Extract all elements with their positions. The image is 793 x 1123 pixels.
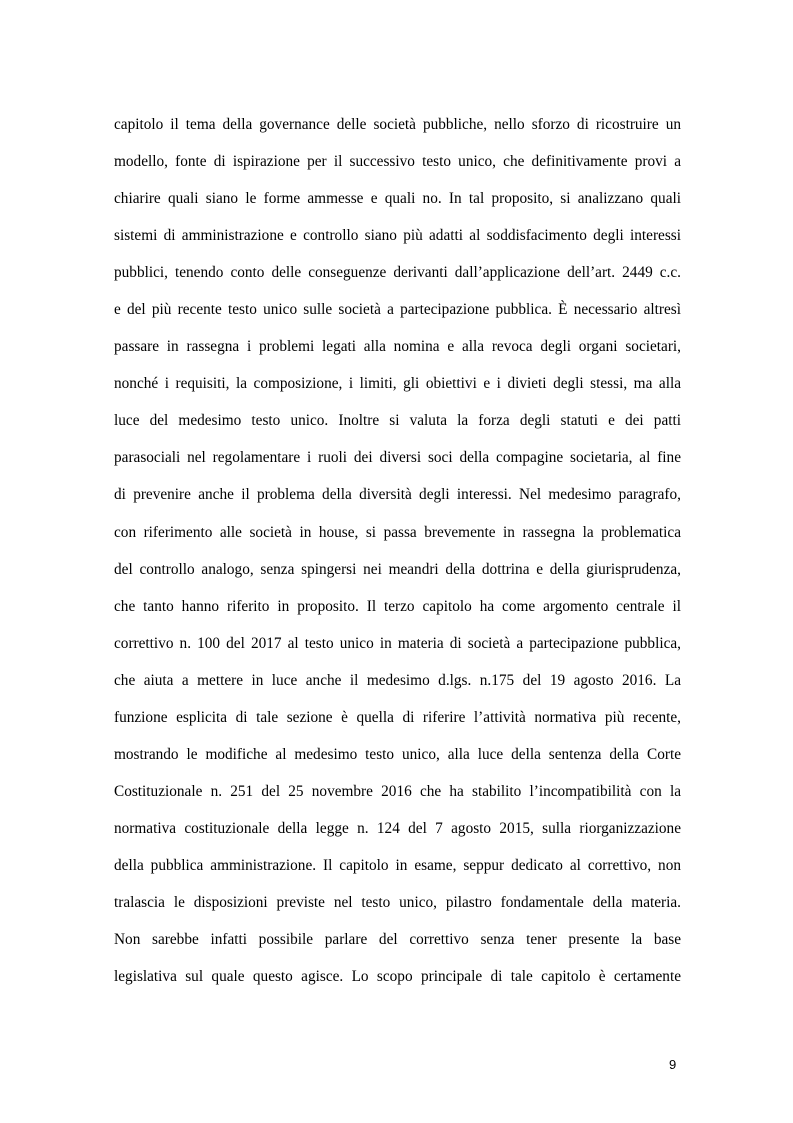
text-line: correttivo n. 100 del 2017 al testo unico in materia di società a partecipazione pubblica,	[114, 634, 681, 652]
text-line: del controllo analogo, senza spingersi nei meandri della dottrina e della giurisprudenza,	[114, 560, 681, 578]
text-line: Costituzionale n. 251 del 25 novembre 2016 che ha stabilito l’incompatibilità con la	[114, 782, 681, 800]
text-line: nonché i requisiti, la composizione, i limiti, gli obiettivi e i divieti degli stessi, ma alla	[114, 375, 681, 393]
text-line: passare in rassegna i problemi legati alla nomina e alla revoca degli organi societari,	[114, 338, 681, 356]
text-line: Non sarebbe infatti possibile parlare del correttivo senza tener presente la base	[114, 931, 681, 949]
text-line: funzione esplicita di tale sezione è quella di riferire l’attività normativa più recente,	[114, 708, 681, 726]
text-line: mostrando le modifiche al medesimo testo unico, alla luce della sentenza della Corte	[114, 745, 681, 763]
text-line: che tanto hanno riferito in proposito. Il terzo capitolo ha come argomento centrale il	[114, 597, 681, 615]
text-line: con riferimento alle società in house, si passa brevemente in rassegna la problematica	[114, 523, 681, 541]
page-number: 9	[669, 1057, 677, 1072]
text-line: normativa costituzionale della legge n. 124 del 7 agosto 2015, sulla riorganizzazione	[114, 819, 681, 837]
text-line: modello, fonte di ispirazione per il successivo testo unico, che definitivamente provi a	[114, 153, 681, 171]
text-line: parasociali nel regolamentare i ruoli dei diversi soci della compagine societaria, al fine	[114, 449, 681, 467]
text-line: sistemi di amministrazione e controllo siano più adatti al soddisfacimento degli interessi	[114, 227, 681, 245]
text-line: legislativa sul quale questo agisce. Lo scopo principale di tale capitolo è certamente	[114, 968, 681, 986]
body-text	[114, 111, 681, 1000]
text-line: e del più recente testo unico sulle società a partecipazione pubblica. È necessario altresì	[114, 301, 681, 319]
text-line: che aiuta a mettere in luce anche il medesimo d.lgs. n.175 del 19 agosto 2016. La	[114, 671, 681, 689]
text-line: capitolo il tema della governance delle società pubbliche, nello sforzo di ricostruire un	[114, 116, 681, 133]
text-line: luce del medesimo testo unico. Inoltre si valuta la forza degli statuti e dei patti	[114, 412, 681, 430]
text-line: di prevenire anche il problema della diversità degli interessi. Nel medesimo paragrafo,	[114, 486, 681, 504]
text-line: pubblici, tenendo conto delle conseguenze derivanti dall’applicazione dell’art. 2449 c.c.	[114, 264, 681, 282]
text-line: chiarire quali siano le forme ammesse e quali no. In tal proposito, si analizzano quali	[114, 190, 681, 208]
text-line: tralascia le disposizioni previste nel testo unico, pilastro fondamentale della materia.	[114, 893, 681, 911]
text-line: della pubblica amministrazione. Il capitolo in esame, seppur dedicato al correttivo, non	[114, 856, 681, 874]
